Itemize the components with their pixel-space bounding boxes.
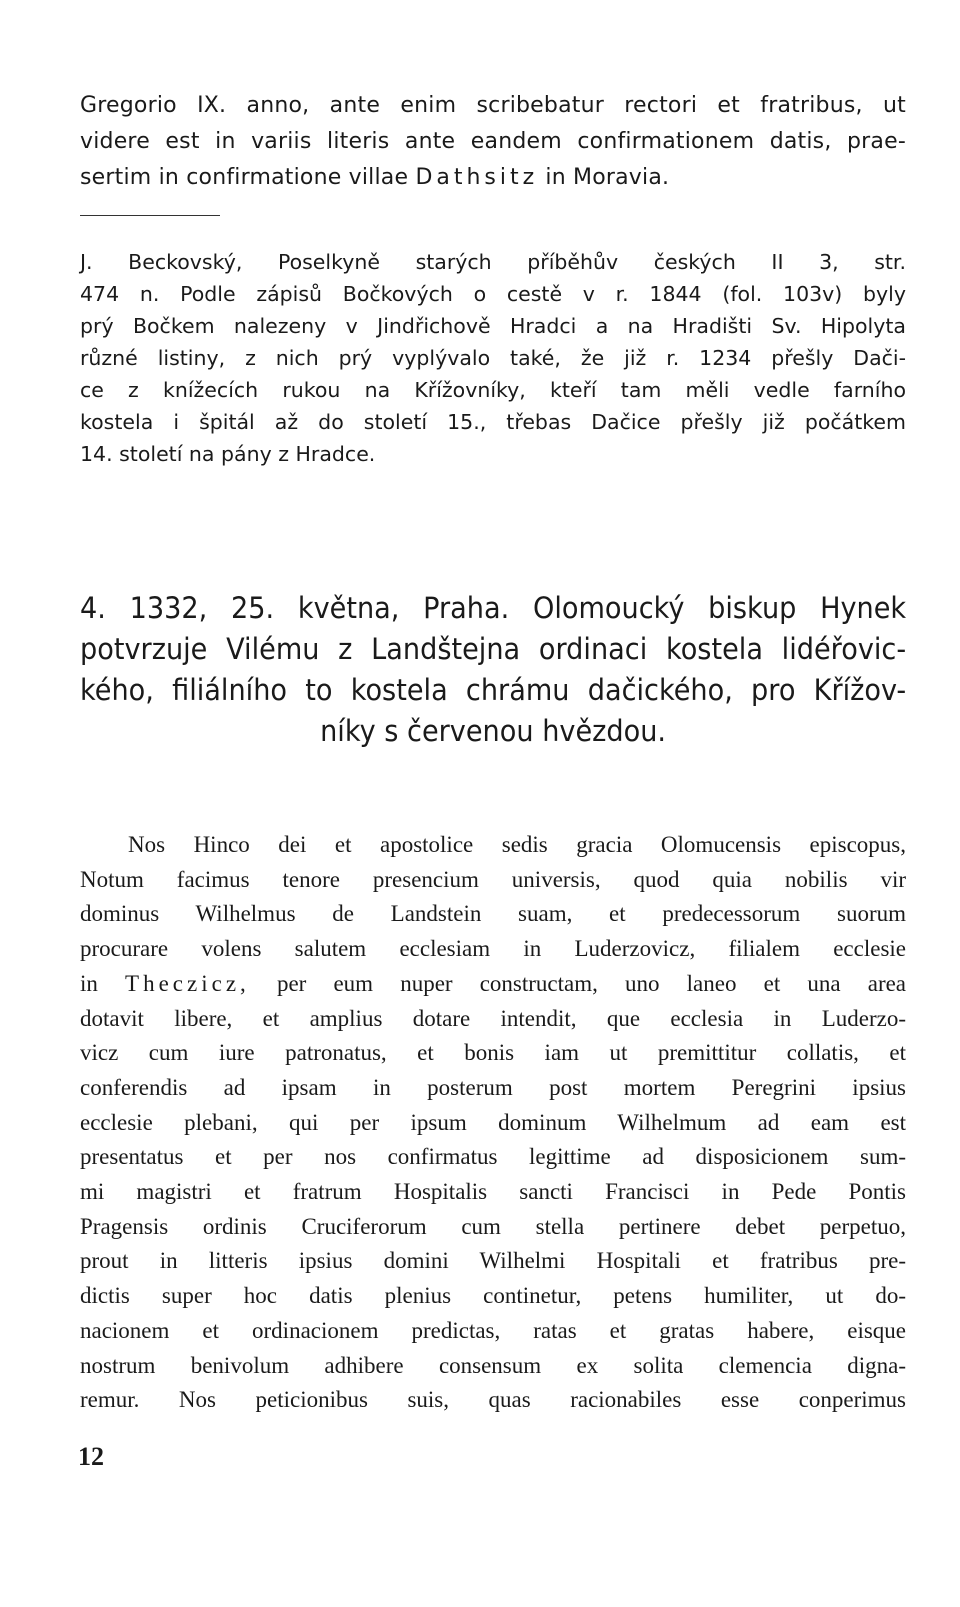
- charter-line: procurare volens salutem ecclesiam in Luderzovicz, filialem ecclesie: [80, 936, 906, 962]
- footnote-line: prý Bočkem nalezeny v Jindřichově Hradci a na Hradišti Sv. Hipolyta: [80, 314, 906, 338]
- charter-line: Notum facimus tenore presencium universis, quod quia nobilis vir: [80, 866, 906, 892]
- text-fragment: in Moravia.: [545, 165, 670, 190]
- footnote-line: J. Beckovský, Poselkyně starých příběhův českých II 3, str.: [80, 250, 906, 274]
- charter-line: [80, 967, 906, 1002]
- charter-line: Nos Hinco dei et apostolice sedis gracia Olomucensis episcopus,: [128, 832, 906, 857]
- charter-line: dominus Wilhelmus de Landstein suam, et predecessorum suorum: [80, 901, 906, 927]
- text-fragment: in: [80, 970, 98, 996]
- text-line: [80, 160, 906, 196]
- charter-line: conferendis ad ipsam in posterum post mortem Peregrini ipsius: [80, 1074, 906, 1100]
- charter-line: vicz cum iure patronatus, et bonis iam ut premittitur collatis, et: [80, 1040, 906, 1066]
- continued-paragraph: [80, 88, 906, 196]
- charter-line: nacionem et ordinacionem predictas, ratas et gratas habere, eisque: [80, 1317, 906, 1343]
- footnote-line: 474 n. Podle zápisů Bočkových o cestě v r. 1844 (fol. 103v) byly: [80, 282, 906, 306]
- text-line: Gregorio IX. anno, ante enim scribebatur rectori et fratribus, ut: [80, 93, 906, 118]
- charter-line: prout in litteris ipsius domini Wilhelmi Hospitali et fratribus pre-: [80, 1248, 906, 1274]
- page-number: 12: [78, 1442, 104, 1471]
- heading-line: 4. 1332, 25. května, Praha. Olomoucký biskup Hynek: [80, 591, 907, 625]
- charter-line: dictis super hoc datis plenius continetur, petens humiliter, ut do-: [80, 1283, 906, 1309]
- footnote: [80, 246, 906, 470]
- spaced-place-name: Dathsitz: [415, 165, 539, 190]
- footnote-separator: [80, 215, 220, 216]
- text-line: videre est in variis literis ante eandem confirmationem datis, prae-: [80, 129, 906, 154]
- heading-line: níky s červenou hvězdou.: [320, 714, 667, 748]
- charter-line: dotavit libere, et amplius dotare intendit, que ecclesia in Luderzo-: [80, 1005, 906, 1031]
- charter-text: [80, 828, 906, 1418]
- charter-line: nostrum benivolum adhibere consensum ex solita clemencia digna-: [80, 1352, 906, 1378]
- text-fragment: per eum nuper constructam, uno laneo et una area: [276, 970, 907, 996]
- text-fragment: sertim in confirmatione villae: [80, 165, 409, 190]
- charter-line: presentatus et per nos confirmatus legittime ad disposicionem sum-: [80, 1144, 906, 1170]
- charter-line: ecclesie plebani, qui per ipsum dominum Wilhelmum ad eam est: [80, 1109, 906, 1135]
- footnote-line: ce z knížecích rukou na Křížovníky, kteří tam měli vedle farního: [80, 378, 906, 402]
- charter-line: Pragensis ordinis Cruciferorum cum stella pertinere debet perpetuo,: [80, 1213, 906, 1239]
- charter-line: remur. Nos peticionibus suis, quas racionabiles esse conperimus: [80, 1387, 906, 1413]
- heading-line: kého, filiálního to kostela chrámu dačického, pro Křížov-: [80, 673, 907, 707]
- charter-line: mi magistri et fratrum Hospitalis sancti Francisci in Pede Pontis: [80, 1179, 906, 1205]
- heading-line: potvrzuje Vilému z Landštejna ordinaci kostela lidéřovic-: [80, 632, 907, 666]
- document-heading: [80, 588, 906, 752]
- footnote-line: různé listiny, z nich prý vyplývalo také, že již r. 1234 přešly Dači-: [80, 346, 906, 370]
- footnote-line: 14. století na pány z Hradce.: [80, 442, 376, 466]
- footnote-line: kostela i špitál až do století 15., třebas Dačice přešly již počátkem: [80, 410, 906, 434]
- spaced-place-name: Theczicz,: [125, 970, 250, 996]
